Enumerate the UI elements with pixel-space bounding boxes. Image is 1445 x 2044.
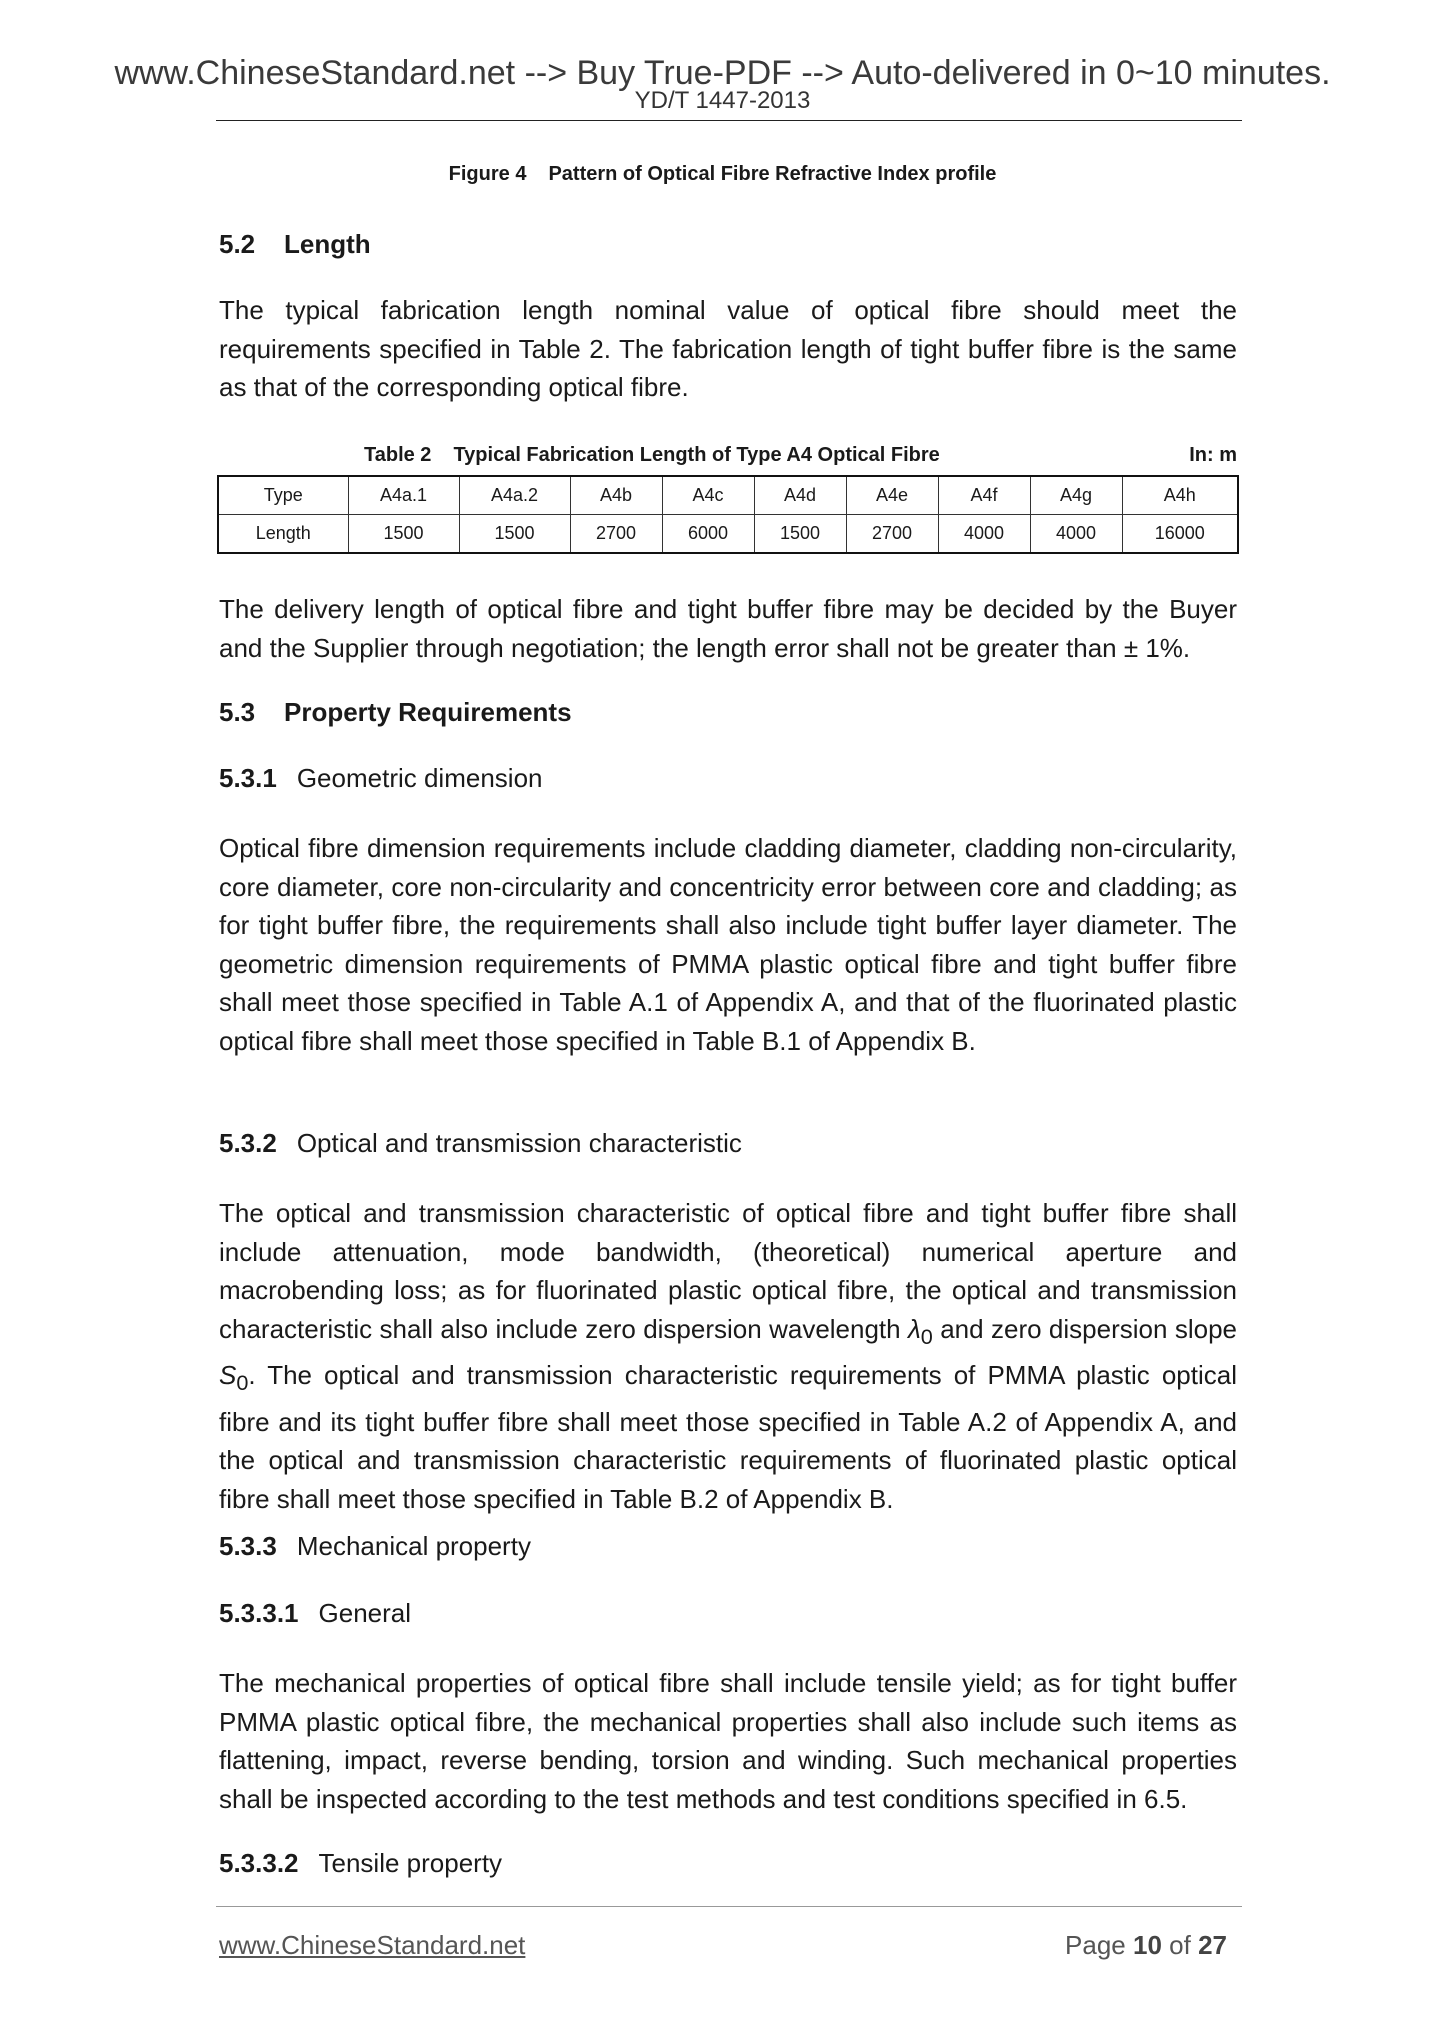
- section-title: Optical and transmission characteristic: [296, 1128, 742, 1158]
- section-title: Length: [284, 229, 371, 259]
- paragraph-mechanical-general: The mechanical properties of optical fibre shall include tensile yield; as for tight buffer PMMA plastic optical fibre, the mechanical properties shall also include such items as flattening, impact, reverse bending, torsion and winding. Such mechanical properties shall be inspected according to the test methods and test conditions specified in 6.5.: [219, 1668, 1237, 1814]
- table-title-text: Typical Fabrication Length of Type A4 Optical Fibre: [453, 444, 940, 466]
- lambda-symbol: λ: [908, 1313, 921, 1344]
- page-number: 10: [1133, 1930, 1162, 1960]
- section-title: Mechanical property: [296, 1531, 531, 1561]
- section-title: Tensile property: [318, 1848, 503, 1878]
- section-title: Property Requirements: [284, 697, 572, 727]
- doc-number: YD/T 1447-2013: [634, 87, 811, 114]
- text-run: and zero dispersion slope: [932, 1313, 1237, 1344]
- table-cell: A4b: [570, 476, 662, 515]
- section-title: Geometric dimension: [296, 763, 543, 793]
- section-heading-5-3-2: [219, 1128, 742, 1158]
- section-heading-5-2: [219, 229, 371, 259]
- paragraph-optical-transmission: [219, 1194, 1237, 1518]
- table-unit: In: m: [1189, 444, 1237, 466]
- table-cell: 4000: [1030, 515, 1122, 554]
- paragraph-delivery-length: The delivery length of optical fibre and tight buffer fibre may be decided by the Buyer and the Supplier through negotiation; the length error shall not be greater than ± 1%.: [219, 594, 1237, 663]
- table-cell: A4f: [938, 476, 1030, 515]
- table-row-type: [218, 476, 1238, 515]
- table-cell: A4c: [662, 476, 754, 515]
- footer-site-link[interactable]: www.ChineseStandard.net: [219, 1930, 526, 1960]
- table-cell: 1500: [348, 515, 459, 554]
- section-number: 5.3.3.1: [219, 1598, 299, 1628]
- section-number: 5.3.3: [219, 1531, 277, 1561]
- table-cell: 16000: [1122, 515, 1238, 554]
- section-heading-5-3-3-1: [219, 1598, 411, 1628]
- section-heading-5-3: [219, 697, 572, 727]
- section-number: 5.3.1: [219, 763, 277, 793]
- table-cell: 4000: [938, 515, 1030, 554]
- table-cell: A4g: [1030, 476, 1122, 515]
- subscript: 0: [236, 1370, 249, 1396]
- figure-number: Figure 4: [448, 163, 527, 185]
- page-indicator: [1065, 1930, 1227, 1961]
- section-number: 5.3.3.2: [219, 1848, 299, 1878]
- footer-divider: [216, 1906, 1242, 1907]
- table-cell: A4a.2: [459, 476, 570, 515]
- table-cell: A4h: [1122, 476, 1238, 515]
- paragraph-length-intro: The typical fabrication length nominal value of optical fibre should meet the requirements specified in Table 2. The fabrication length of tight buffer fibre is the same as that of the corresponding optical fibre.: [219, 295, 1237, 402]
- page-total: 27: [1198, 1930, 1227, 1960]
- table-cell: 1500: [459, 515, 570, 554]
- table-cell: Type: [218, 476, 348, 515]
- table-cell: Length: [218, 515, 348, 554]
- subscript: 0: [920, 1323, 933, 1349]
- section-heading-5-3-3-2: [219, 1848, 502, 1878]
- fabrication-length-table: [217, 475, 1239, 554]
- text-run: The optical and transmission characteristic of optical fibre and tight buffer fibre shall include attenuation, mode bandwidth, (theoretical) numerical aperture and macrobending loss; as for fluorinated plastic optical fibre, the optical and transmission characteristic shall also include zero dispersion wavelength: [219, 1198, 1237, 1344]
- header-divider: [216, 120, 1242, 121]
- table-cell: 1500: [754, 515, 846, 554]
- table-cell: A4d: [754, 476, 846, 515]
- page-word: Page: [1065, 1930, 1126, 1960]
- section-number: 5.3.2: [219, 1128, 277, 1158]
- table-cell: A4e: [846, 476, 938, 515]
- table-cell: 2700: [846, 515, 938, 554]
- header-banner[interactable]: www.ChineseStandard.net --> Buy True-PDF --> Auto-delivered in 0~10 minutes.: [114, 54, 1331, 92]
- section-heading-5-3-1: [219, 763, 542, 793]
- table-cell: 6000: [662, 515, 754, 554]
- slope-symbol: S: [219, 1360, 237, 1391]
- paragraph-geometric-dimension: Optical fibre dimension requirements include cladding diameter, cladding non-circularity, core diameter, core non-circularity and concentricity error between core and cladding; as for tight buffer fibre, the requirements shall also include tight buffer layer diameter. The geometric dimension requirements of PMMA plastic optical fibre and tight buffer fibre shall meet those specified in Table A.1 of Appendix A, and that of the fluorinated plastic optical fibre shall meet those specified in Table B.1 of Appendix B.: [219, 833, 1237, 1056]
- of-word: of: [1169, 1930, 1191, 1960]
- table-row-length: [218, 515, 1238, 554]
- section-heading-5-3-3: [219, 1531, 531, 1561]
- section-number: 5.2: [219, 229, 256, 259]
- section-title: General: [318, 1598, 412, 1628]
- figure-title: Pattern of Optical Fibre Refractive Index profile: [548, 163, 997, 185]
- table-title: [364, 443, 940, 467]
- text-run: . The optical and transmission characteristic requirements of PMMA plastic optical fibre and its tight buffer fibre shall meet those specified in Table A.2 of Appendix A, and the optical and transmission characteristic requirements of fluorinated plastic optical fibre shall meet those specified in Table B.2 of Appendix B.: [219, 1360, 1237, 1514]
- table-cell: A4a.1: [348, 476, 459, 515]
- section-number: 5.3: [219, 697, 256, 727]
- figure-caption: [0, 162, 1445, 186]
- table-number: Table 2: [364, 444, 432, 466]
- table-cell: 2700: [570, 515, 662, 554]
